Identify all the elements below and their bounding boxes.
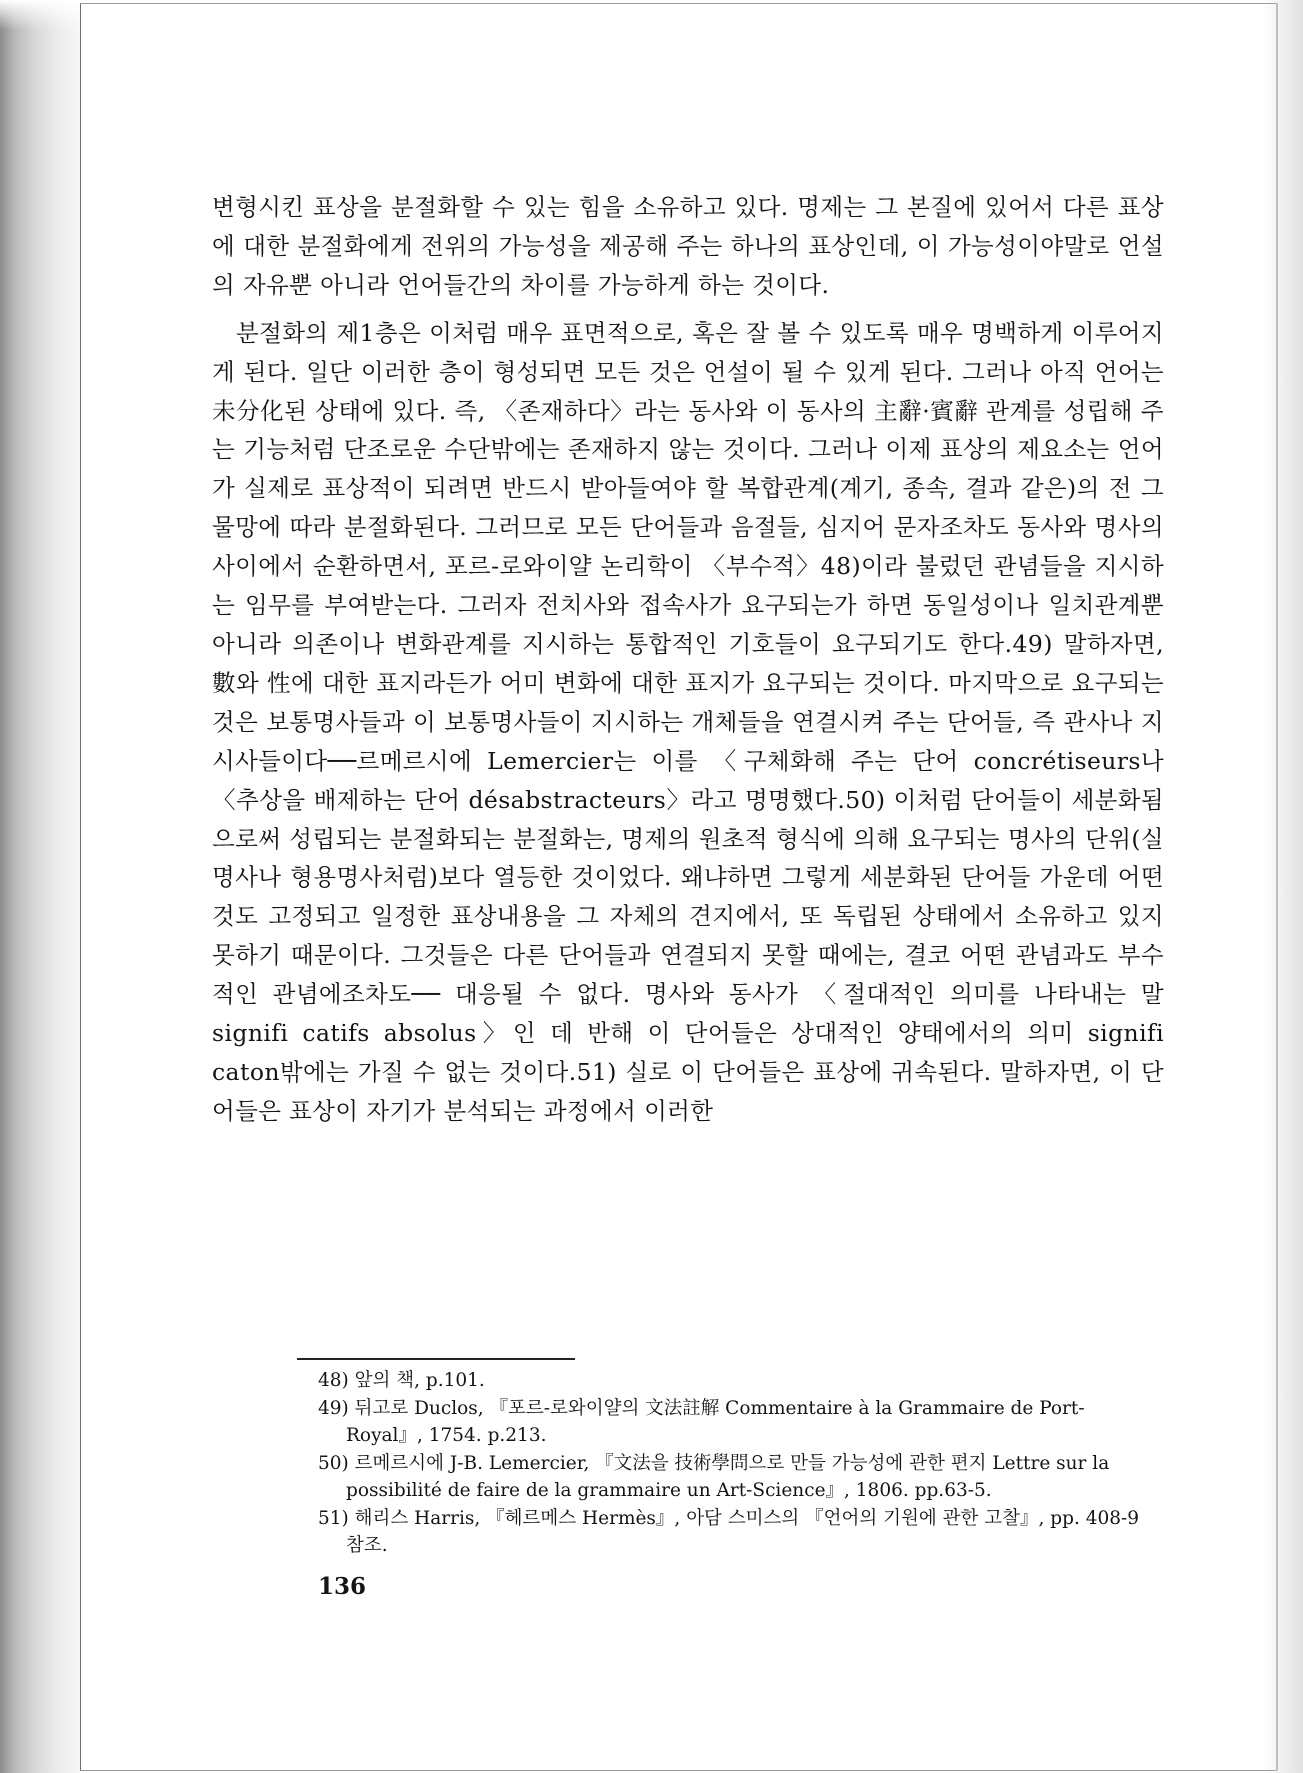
paragraph-2: 분절화의 제1층은 이처럼 매우 표면적으로, 혹은 잘 볼 수 있도록 매우 명백하게 이루어지게 된다. 일단 이러한 층이 형성되면 모든 것은 언설이 될 수 있게 된다. 그러나 아직 언어는 未分化된 상태에 있다. 즉, 〈존재하다〉라는 동사와 이 동사의 主辭·賓辭 관계를 성립해 주는 기능처럼 단조로운 수단밖에는 존재하지 않는 것이다. 그러나 이제 표상의 제요소는 언어가 실제로 표상적이 되려면 반드시 받아들여야 할 복합관계(계기, 종속, 결과 같은)의 전 그물망에 따라 분절화된다. 그러므로 모든 단어들과 음절들, 심지어 문자조차도 동사와 명사의 사이에서 순환하면서, 포르-로와이얄 논리학이 〈부수적〉48)이라 불렀던 관념들을 지시하는 임무를 부여받는다. 그러자 전치사와 접속사가 요구되는가 하면 동일성이나 일치관계뿐 아니라 의존이나 변화관계를 지시하는 통합적인 기호들이 요구되기도 한다.49) 말하자면, 數와 性에 대한 표지라든가 어미 변화에 대한 표지가 요구되는 것이다. 마지막으로 요구되는 것은 보통명사들과 이 보통명사들이 지시하는 개체들을 연결시켜 주는 단어들, 즉 관사나 지시사들이다──르메르시에 Lemercier는 이를 〈구체화해 주는 단어 concrétiseurs나 〈추상을 배제하는 단어 désabstracteurs〉라고 명명했다.50) 이처럼 단어들이 세분화됨으로써 성립되는 분절화되는 분절화는, 명제의 원초적 형식에 의해 요구되는 명사의 단위(실명사나 형용명사처럼)보다 열등한 것이었다. 왜냐하면 그렇게 세분화된 단어들 가운데 어떤 것도 고정되고 일정한 표상내용을 그 자체의 견지에서, 또 독립된 상태에서 소유하고 있지 못하기 때문이다. 그것들은 다른 단어들과 연결되지 못할 때에는, 결코 어떤 관념과도 부수적인 관념에조차도── 대응될 수 없다. 명사와 동사가 〈절대적인 의미를 나타내는 말 signifi catifs absolus〉인 데 반해 이 단어들은 상대적인 양태에서의 의미 signifi caton밖에는 가질 수 없는 것이다.51) 실로 이 단어들은 표상에 귀속된다. 말하자면, 이 단어들은 표상이 자기가 분석되는 과정에서 이러한 [212, 318, 1164, 1125]
paragraph-1: 변형시킨 표상을 분절화할 수 있는 힘을 소유하고 있다. 명제는 그 본질에 있어서 다른 표상에 대한 분절화에게 전위의 가능성을 제공해 주는 하나의 표상인데, 이 가능성이야말로 언설의 자유뿐 아니라 언어들간의 차이를 가능하게 하는 것이다. [212, 193, 1164, 299]
footnote-49: 49) 뒤고로 Duclos, 『포르-로와이얄의 文法註解 Commentaire à la Grammaire de Port-Royal』, 1754. p.213. [318, 1397, 1085, 1446]
footnotes [318, 1367, 1158, 1560]
footnote-50: 50) 르메르시에 J-B. Lemercier, 『文法을 技術學問으로 만들 가능성에 관한 편지 Lettre sur la possibilité de faire de la grammaire un Art-Science』, 1806. pp.63-5. [318, 1452, 1110, 1501]
book-spine [0, 0, 80, 1773]
footnote-48: 48) 앞의 책, p.101. [318, 1370, 485, 1391]
page-edge-shadow [1263, 0, 1303, 1773]
page-number: 136 [318, 1573, 367, 1600]
body-text [212, 188, 1164, 1131]
footnote-divider [297, 1358, 575, 1360]
footnote-51: 51) 해리스 Harris, 『헤르메스 Hermès』, 아담 스미스의 『언어의 기원에 관한 고찰』, pp. 408-9 참조. [318, 1507, 1140, 1556]
